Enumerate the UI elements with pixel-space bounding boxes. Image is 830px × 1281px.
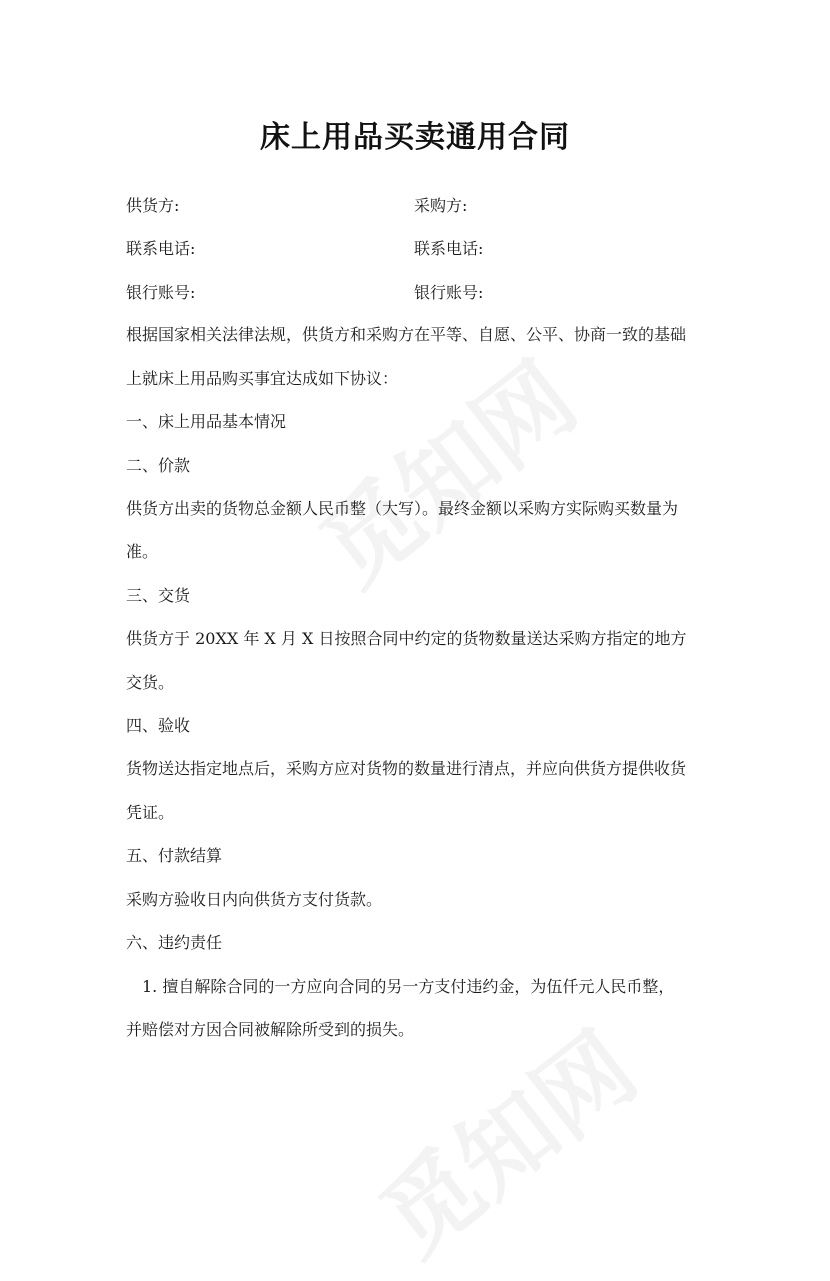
paragraph-line: 并赔偿对方因合同被解除所受到的损失。 [126,1020,415,1039]
paragraph-line: 凭证。 [126,803,175,822]
paragraph-line: 供货方出卖的货物总金额人民币整（大写）。最终金额以采购方实际购买数量为 [126,499,679,518]
paragraph-line: 供货方于 20XX 年 X 月 X 日按照合同中约定的货物数量送达采购方指定的地方 [126,629,687,648]
section-heading-price: 二、价款 [126,456,191,475]
buyer-bank-label: 银行账号: [414,283,484,302]
supplier-phone-label: 联系电话: [126,239,196,258]
section-heading-liability: 六、违约责任 [126,933,223,952]
supplier-bank-label: 银行账号: [126,283,196,302]
buyer-label: 采购方: [414,196,468,215]
paragraph-line: 货物送达指定地点后，采购方应对货物的数量进行清点，并应向供货方提供收货 [126,759,687,778]
preamble-line: 上就床上用品购买事宜达成如下协议： [126,369,399,388]
paragraph-line: 交货。 [126,673,175,692]
list-item: 1. 擅自解除合同的一方应向合同的另一方支付违约金，为伍仟元人民币整， [142,977,675,996]
section-heading-basic-info: 一、床上用品基本情况 [126,412,287,431]
paragraph-line: 采购方验收日内向供货方支付货款。 [126,890,383,909]
page-title: 床上用品买卖通用合同 [260,120,570,155]
supplier-label: 供货方: [126,196,180,215]
preamble-line: 根据国家相关法律法规，供货方和采购方在平等、自愿、公平、协商一致的基础 [126,325,687,344]
paragraph-line: 准。 [126,542,159,561]
buyer-phone-label: 联系电话: [414,239,484,258]
section-heading-delivery: 三、交货 [126,586,191,605]
section-heading-payment: 五、付款结算 [126,846,223,865]
section-heading-acceptance: 四、验收 [126,716,191,735]
